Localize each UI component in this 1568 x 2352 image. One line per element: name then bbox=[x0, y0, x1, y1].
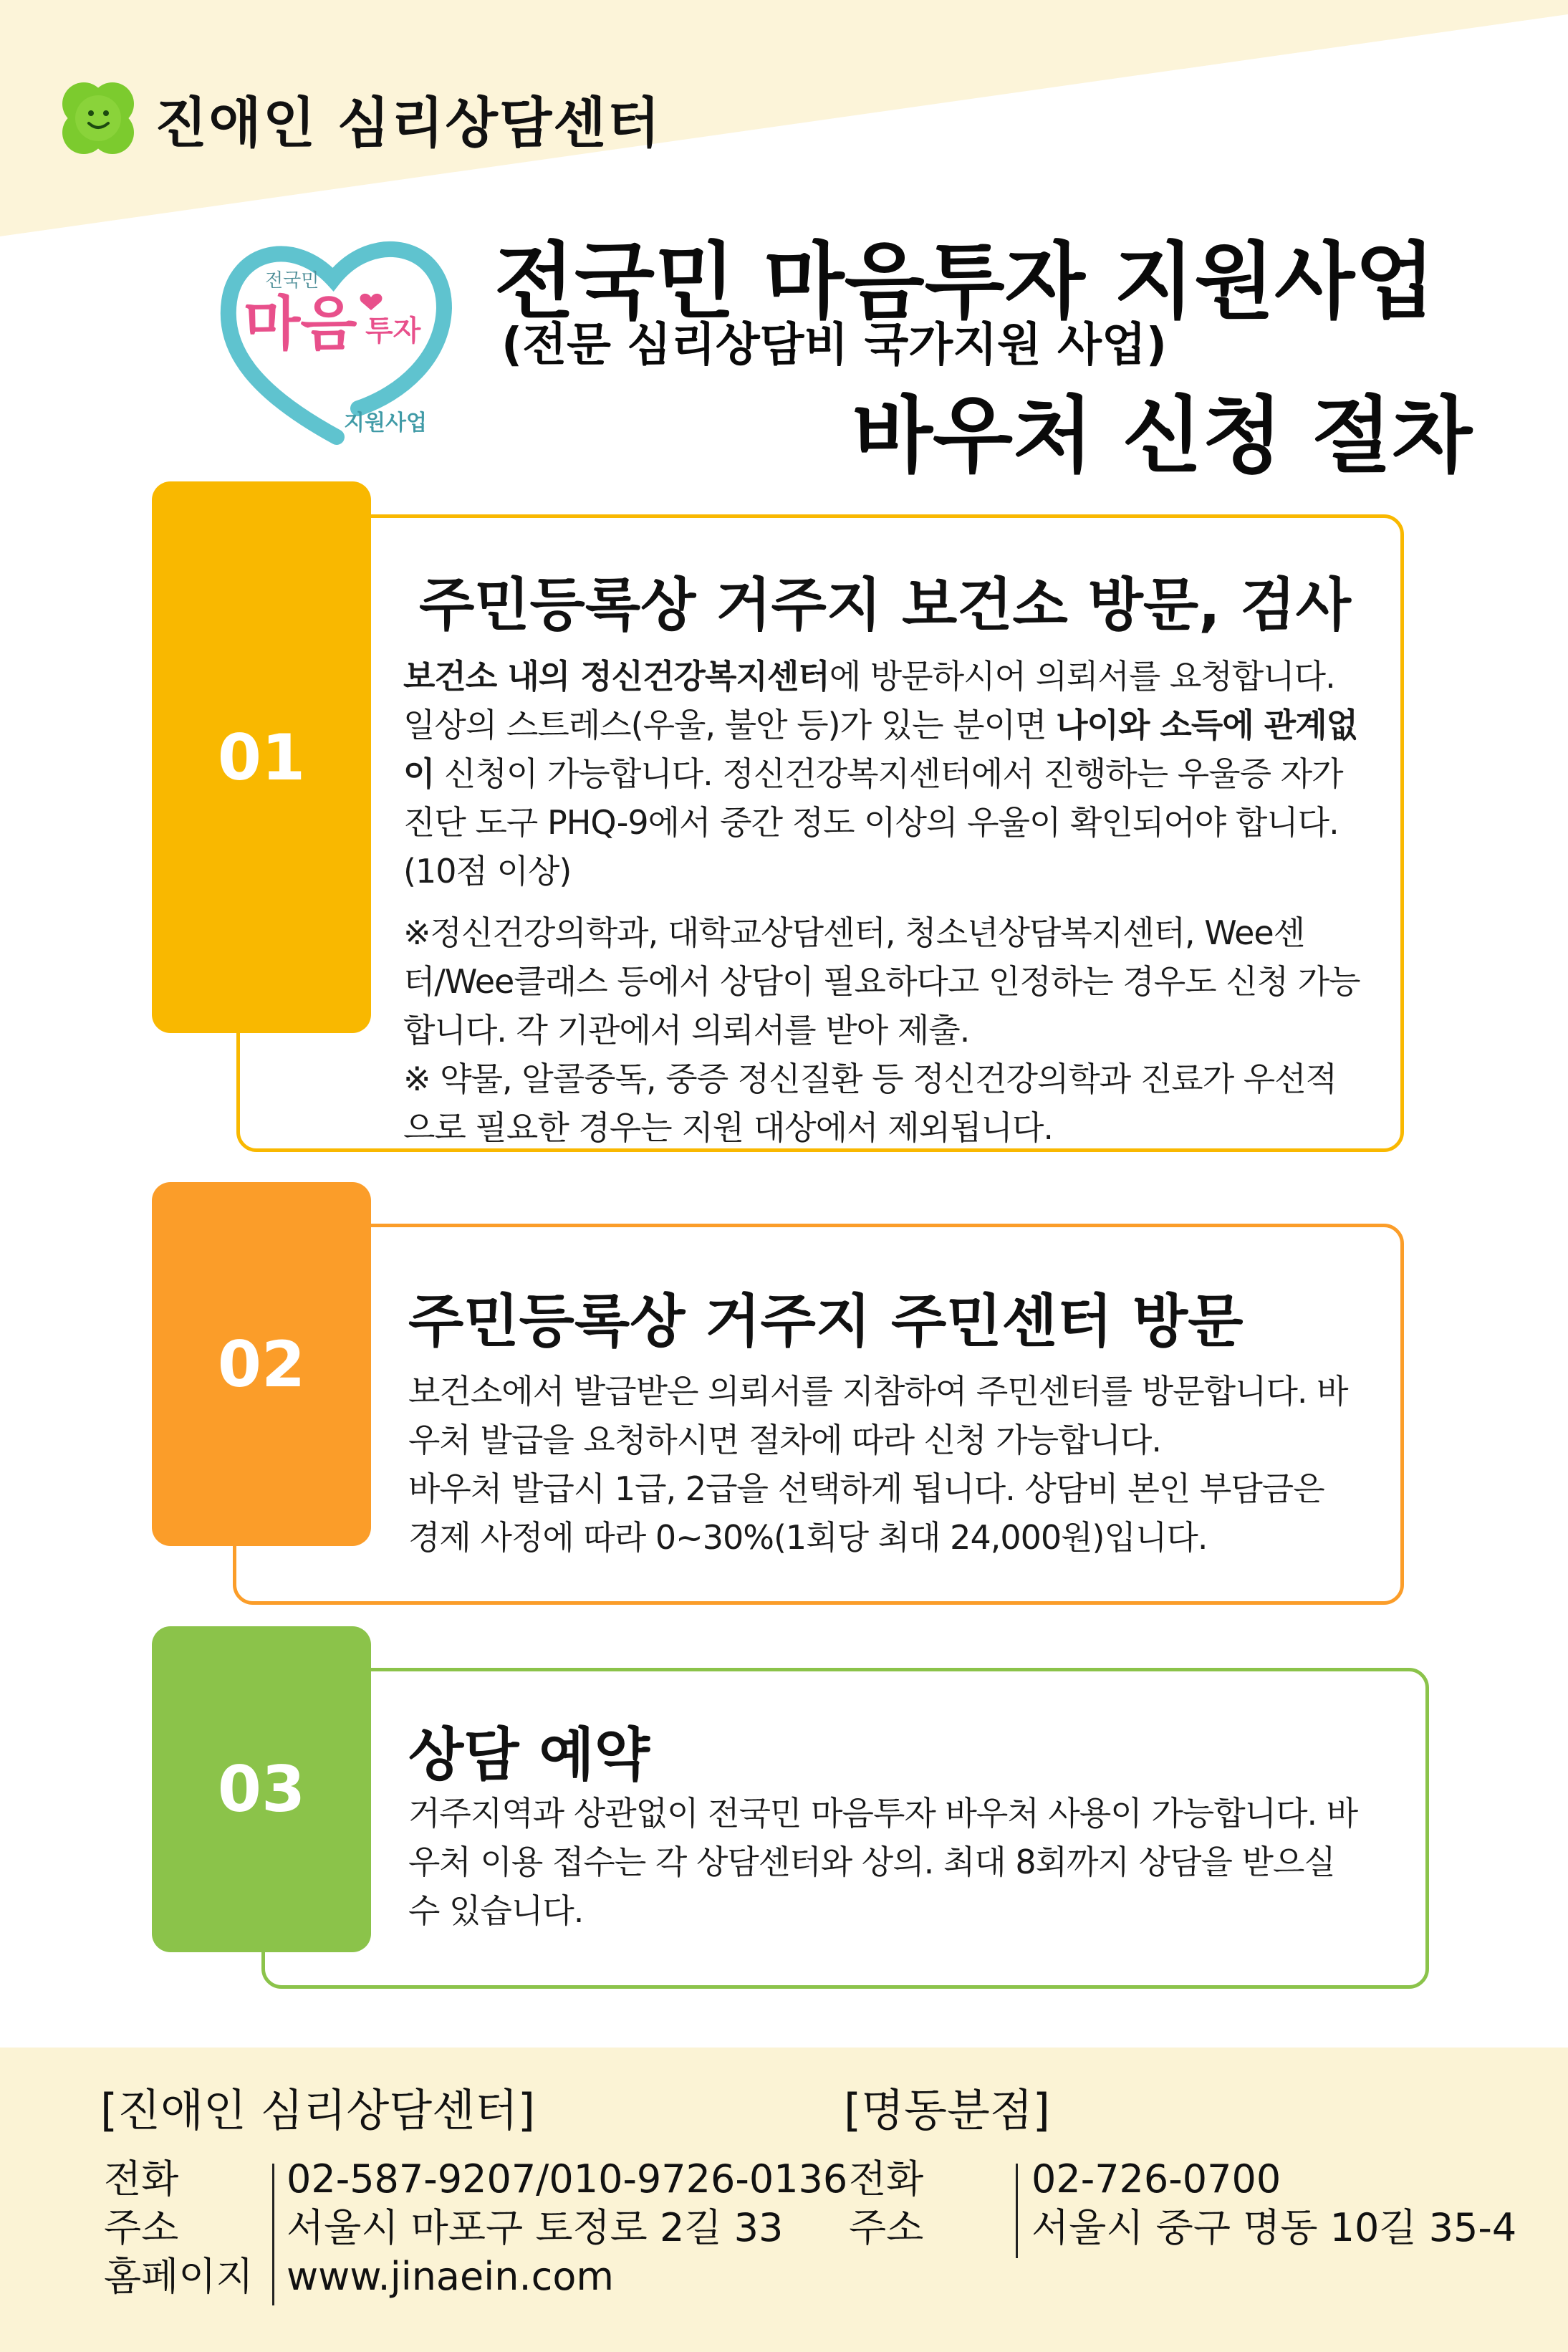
step-01-body bbox=[403, 652, 1367, 1152]
page-title: 전국민 마음투자 지원사업 bbox=[494, 234, 1435, 330]
step-01-title: 주민등록상 거주지 보건소 방문, 검사 bbox=[419, 572, 1351, 638]
step-01-note-2: ※ 약물, 알콜중독, 중증 정신질환 등 정신건강의학과 진료가 우선적으로 필요한 경우는 지원 대상에서 제외됩니다. bbox=[403, 1060, 1337, 1147]
footer-left-divider bbox=[272, 2164, 274, 2305]
step-03-title: 상담 예약 bbox=[408, 1722, 650, 1788]
step-03-number bbox=[152, 1626, 371, 1952]
homepage-label: 홈페이지 bbox=[104, 2254, 254, 2299]
footer bbox=[0, 2048, 1568, 2352]
logo-main-text: 마음 bbox=[244, 290, 357, 358]
step-03-paragraph: 거주지역과 상관없이 전국민 마음투자 바우처 사용이 가능합니다. 바우처 이용 접수는 각 상담센터와 상의. 최대 8회까지 상담을 받으실 수 있습니다. bbox=[408, 1794, 1358, 1930]
step-number-label: 02 bbox=[217, 1327, 306, 1401]
address-value: 서울시 중구 명동 10길 35-4 bbox=[1031, 2205, 1517, 2250]
step-01-bold-2: 나이와 소득에 관계없이 bbox=[403, 706, 1358, 793]
step-01-text-2: 신청이 가능합니다. 정신건강복지센터에서 진행하는 우울증 자가진단 도구 PHQ-9에서 중간 정도 이상의 우울이 확인되어야 합니다. (10점 이상) bbox=[403, 754, 1343, 891]
step-02-title: 주민등록상 거주지 주민센터 방문 bbox=[408, 1288, 1244, 1355]
page-subtitle: (전문 심리상담비 국가지원 사업) bbox=[501, 319, 1168, 372]
phone-label: 전화 bbox=[104, 2156, 179, 2202]
step-02-number bbox=[152, 1182, 371, 1546]
footer-left-labels bbox=[104, 2155, 254, 2301]
step-02-body bbox=[408, 1367, 1361, 1562]
homepage-link[interactable]: www.jinaein.com bbox=[287, 2254, 614, 2299]
page-heading: 바우처 신청 절차 bbox=[852, 388, 1473, 484]
logo-side-text: 투자 bbox=[365, 315, 421, 347]
step-03-body bbox=[408, 1789, 1368, 1935]
logo-bottom-text: 지원사업 bbox=[344, 411, 427, 436]
phone-label: 전화 bbox=[849, 2156, 924, 2202]
heart-icon bbox=[360, 294, 383, 310]
step-02-paragraph-1: 보건소에서 발급받은 의뢰서를 지참하여 주민센터를 방문합니다. 바우처 발급을 요청하시면 절차에 따라 신청 가능합니다. bbox=[408, 1372, 1348, 1459]
footer-left-heading: [진애인 심리상담센터] bbox=[100, 2084, 536, 2136]
clover-logo-icon bbox=[52, 72, 145, 165]
footer-right-labels bbox=[849, 2155, 923, 2252]
step-01-text-1: 에 방문하시어 의뢰서를 요청합니다. 일상의 스트레스(우울, 불안 등)가 있는 분이면 bbox=[403, 657, 1335, 744]
step-number-label: 03 bbox=[217, 1752, 306, 1826]
address-value: 서울시 마포구 토정로 2길 33 bbox=[287, 2205, 784, 2250]
step-01-paragraph bbox=[403, 652, 1367, 896]
phone-value[interactable]: 02-726-0700 bbox=[1031, 2156, 1281, 2202]
step-01-number bbox=[152, 481, 371, 1033]
address-label: 주소 bbox=[104, 2205, 179, 2250]
phone-value[interactable]: 02-587-9207/010-9726-0136 bbox=[287, 2156, 848, 2202]
step-01-note-1: ※정신건강의학과, 대학교상담센터, 청소년상담복지센터, Wee센터/Wee클래스 등에서 상담이 필요하다고 인정하는 경우도 신청 가능합니다. 각 기관에서 의뢰서를 받아 제출. bbox=[403, 913, 1360, 1050]
footer-right-divider bbox=[1016, 2164, 1018, 2258]
address-label: 주소 bbox=[849, 2205, 924, 2250]
footer-left-values bbox=[287, 2155, 847, 2301]
footer-right-values bbox=[1031, 2155, 1516, 2252]
brand-header bbox=[52, 72, 661, 165]
logo-top-text: 전국민 bbox=[265, 270, 319, 292]
step-number-label: 01 bbox=[217, 720, 306, 795]
footer-right-heading: [명동분점] bbox=[844, 2084, 1050, 2136]
step-02-paragraph-2: 바우처 발급시 1급, 2급을 선택하게 됩니다. 상담비 본인 부담금은 경제 사정에 따라 0~30%(1회당 최대 24,000원)입니다. bbox=[408, 1469, 1324, 1557]
brand-name: 진애인 심리상담센터 bbox=[155, 90, 662, 155]
step-01-bold-1: 보건소 내의 정신건강복지센터 bbox=[403, 657, 829, 696]
maum-investment-logo bbox=[215, 222, 458, 451]
